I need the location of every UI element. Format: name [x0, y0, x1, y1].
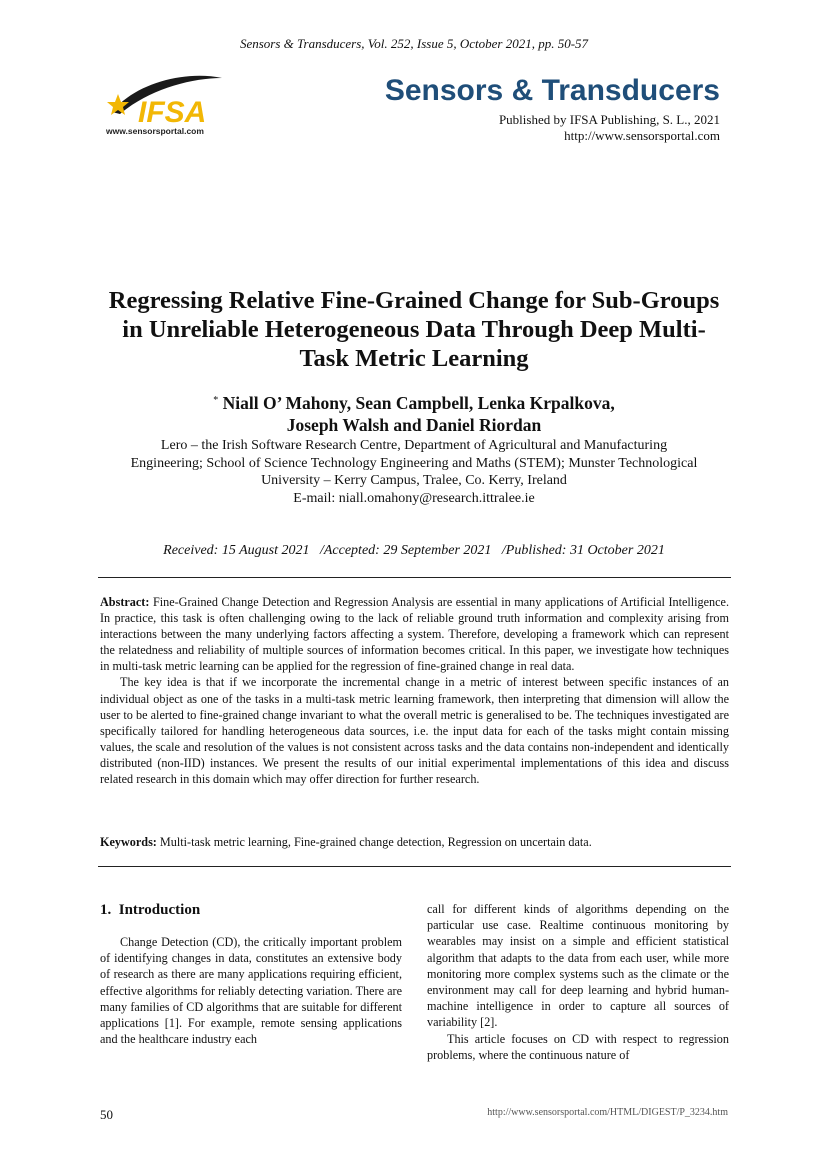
- abstract-text-1: Fine-Grained Change Detection and Regression Analysis are essential in many applications of Artificial Intelligence. In practice, this task is often challenging owing to the lack of reliable ground truth information and complexity arising from interactions between the many underlying factors affecting a system. Therefore, developing a framework which can represent the relatedness and reliability of multiple sources of information becomes critical. In this paper, we investigate how techniques in multi-task metric learning can be applied for the regression of fine-grained change in real data.: [100, 595, 730, 674]
- section-heading-introduction: 1. Introduction: [100, 902, 201, 918]
- intro-paragraph: This article focuses on CD with respect to regression problems, where the continuous nature of: [427, 1031, 729, 1062]
- keywords-text: Multi-task metric learning, Fine-grained change detection, Regression on uncertain data.: [159, 835, 592, 849]
- title-line: in Unreliable Heterogeneous Data Through Deep Multi-: [122, 316, 706, 343]
- author-line: Joseph Walsh and Daniel Riordan: [286, 415, 542, 435]
- divider-top: [98, 577, 731, 578]
- page-number: 50: [100, 1107, 113, 1122]
- authors: [90, 392, 738, 436]
- intro-paragraph: Change Detection (CD), the critically important problem of identifying changes in data, constitutes an extensive body of research as there are many applications requiring efficient, effective algorithms for reliably detecting variation. There are many families of CD algorithms that are suitable for different applications [1]. For example, remote sensing applications and the healthcare industry each: [100, 935, 402, 1047]
- column-left: [100, 934, 402, 1047]
- paper-title: [90, 286, 738, 373]
- running-head: Sensors & Transducers, Vol. 252, Issue 5, October 2021, pp. 50-57: [239, 36, 589, 51]
- email-line: E-mail: niall.omahony@research.ittralee.ie: [293, 490, 535, 506]
- abstract-p1: [100, 594, 729, 674]
- divider-bottom: [98, 866, 731, 867]
- publication-dates: Received: 15 August 2021 /Accepted: 29 September 2021 /Published: 31 October 2021: [163, 543, 665, 558]
- abstract-label: Abstract:: [100, 595, 150, 609]
- author-names: Niall O’ Mahony, Sean Campbell, Lenka Krpalkova,: [222, 393, 615, 413]
- affiliation-line: University – Kerry Campus, Tralee, Co. Kerry, Ireland: [261, 473, 567, 488]
- keywords-label: Keywords:: [100, 835, 157, 849]
- affiliation-line: Engineering; School of Science Technology Engineering and Maths (STEM); Munster Technological: [130, 455, 698, 471]
- journal-url[interactable]: http://www.sensorsportal.com: [564, 128, 720, 143]
- intro-paragraph-continued: call for different kinds of algorithms depending on the particular use case. Realtime continuous monitoring by wearables may insist on a simple and efficient statistical algorithm that adapts to the data from each user, while more monitoring more complex systems such as the climate or the environment may call for deep learning and hybrid human-machine intelligence in order to capture all sources of variability [2].: [427, 902, 729, 1030]
- column-right: [427, 901, 729, 1063]
- abstract-p2: The key idea is that if we incorporate the incremental change in a metric of interest between specific instances of an individual object as one of the tasks in a multi-task metric learning framework, then interpreting that dimension will allow the user to be alerted to fine-grained change invariant to what the overall metric is generalised to be. The techniques investigated are specifically tailored for handling heterogeneous data sources, i.e. the input data for each of the tasks might contain missing values, the scale and resolution of the values is not consistent across tasks and the data contains non-independent and identically distributed (non-IID) instances. We present the results of our initial experimental implementations of this idea and discuss related research in this domain which may offer direction for further research.: [100, 675, 729, 787]
- title-line: Regressing Relative Fine-Grained Change for Sub-Groups: [108, 287, 720, 314]
- author-line: [90, 392, 738, 414]
- keywords: [100, 834, 729, 850]
- logo-url: www.sensorsportal.com: [106, 126, 204, 136]
- logo-letters: IFSA: [138, 96, 207, 129]
- journal-title: Sensors & Transducers: [384, 74, 720, 107]
- affiliation-line: Lero – the Irish Software Research Centre, Department of Agricultural and Manufacturing: [160, 438, 668, 453]
- abstract: [100, 594, 729, 787]
- corresponding-mark: *: [213, 395, 219, 406]
- publisher-line: Published by IFSA Publishing, S. L., 2021: [498, 112, 720, 127]
- publisher-block: [499, 112, 720, 144]
- affiliation: [90, 437, 738, 507]
- title-line: Task Metric Learning: [299, 345, 529, 372]
- footer-url[interactable]: http://www.sensorsportal.com/HTML/DIGEST/P_3234.htm: [487, 1107, 728, 1118]
